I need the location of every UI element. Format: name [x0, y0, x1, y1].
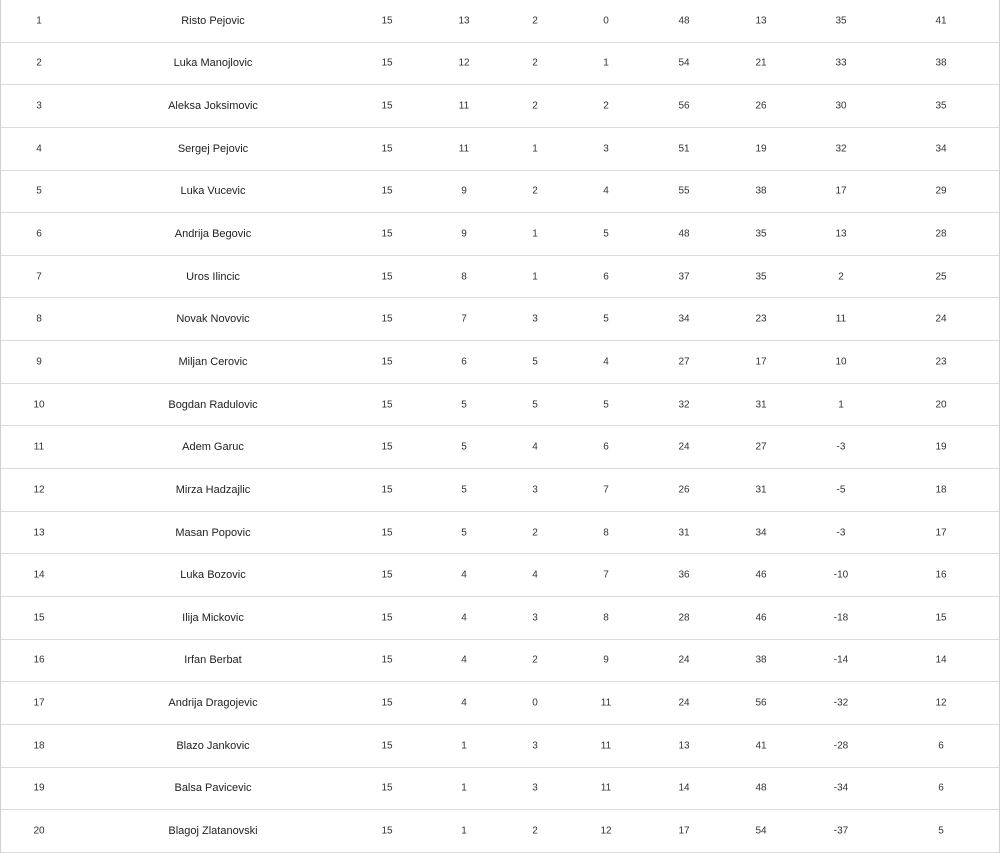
points-cell: 6: [938, 782, 944, 794]
position-cell: 11: [33, 441, 45, 453]
goal-difference-cell: 33: [835, 57, 847, 69]
goals-against-cell: 34: [755, 527, 767, 538]
table-row: [1, 682, 999, 725]
goals-against-cell: 56: [755, 697, 767, 709]
player-name-cell: Luka Manojlovic: [173, 57, 253, 70]
lost-cell: 6: [603, 441, 609, 453]
won-cell: 9: [461, 228, 467, 240]
played-cell: 15: [381, 313, 393, 325]
played-cell: 15: [381, 100, 393, 112]
goal-difference-cell: 32: [835, 143, 847, 155]
goals-for-cell: 24: [678, 697, 690, 709]
won-cell: 5: [461, 441, 467, 453]
goals-against-cell: 54: [755, 825, 767, 837]
goals-against-cell: 21: [755, 57, 767, 69]
goal-difference-cell: 35: [835, 15, 847, 27]
goal-difference-cell: -18: [833, 612, 849, 624]
player-name-cell: Novak Novovic: [176, 313, 250, 326]
lost-cell: 11: [600, 697, 612, 709]
table-row: [1, 725, 999, 768]
points-cell: 6: [938, 740, 944, 752]
goals-for-cell: 34: [678, 313, 690, 325]
position-cell: 12: [33, 484, 45, 496]
table-row: [1, 256, 999, 299]
lost-cell: 9: [603, 654, 609, 666]
played-cell: 15: [381, 782, 393, 794]
points-cell: 18: [935, 484, 947, 496]
goals-against-cell: 13: [755, 15, 767, 27]
goal-difference-cell: -34: [833, 782, 849, 794]
position-cell: 13: [33, 527, 45, 538]
position-cell: 15: [33, 612, 45, 624]
goals-for-cell: 56: [678, 100, 690, 112]
player-name-cell: Masan Popovic: [175, 526, 251, 539]
goal-difference-cell: -3: [836, 527, 846, 538]
drawn-cell: 3: [532, 782, 538, 794]
position-cell: 7: [36, 271, 42, 283]
drawn-cell: 2: [532, 100, 538, 112]
won-cell: 13: [458, 15, 470, 27]
player-name-cell: Aleksa Joksimovic: [168, 100, 258, 113]
points-cell: 15: [935, 612, 947, 624]
goals-against-cell: 46: [755, 612, 767, 624]
table-row: [1, 768, 999, 811]
table-row: [1, 469, 999, 512]
position-cell: 20: [33, 825, 45, 837]
drawn-cell: 4: [532, 441, 538, 453]
goals-against-cell: 26: [755, 100, 767, 112]
lost-cell: 4: [603, 185, 609, 197]
points-cell: 19: [935, 441, 947, 453]
table-row: [1, 640, 999, 683]
won-cell: 4: [461, 569, 467, 581]
goal-difference-cell: -32: [833, 697, 849, 709]
table-row: [1, 43, 999, 86]
table-row: [1, 0, 999, 43]
player-name-cell: Sergej Pejovic: [177, 142, 249, 155]
played-cell: 15: [381, 399, 393, 411]
position-cell: 8: [36, 313, 42, 325]
player-name-cell: Miljan Cerovic: [178, 355, 248, 368]
player-name-cell: Mirza Hadzajlic: [175, 483, 251, 496]
table-row: [1, 341, 999, 384]
goals-against-cell: 31: [755, 399, 767, 411]
points-cell: 20: [935, 399, 947, 411]
drawn-cell: 3: [532, 612, 538, 624]
drawn-cell: 1: [532, 143, 538, 155]
drawn-cell: 3: [532, 313, 538, 325]
goals-against-cell: 48: [755, 782, 767, 794]
drawn-cell: 2: [532, 185, 538, 197]
goals-against-cell: 27: [755, 441, 767, 453]
played-cell: 15: [381, 15, 393, 27]
goals-against-cell: 35: [755, 228, 767, 240]
points-cell: 25: [935, 271, 947, 283]
goals-against-cell: 31: [755, 484, 767, 496]
position-cell: 9: [36, 356, 42, 368]
player-name-cell: Risto Pejovic: [181, 14, 245, 27]
won-cell: 8: [461, 271, 467, 283]
goal-difference-cell: 13: [835, 228, 847, 240]
goal-difference-cell: 1: [838, 399, 844, 411]
goal-difference-cell: -3: [836, 441, 846, 453]
points-cell: 29: [935, 185, 947, 197]
lost-cell: 11: [600, 782, 612, 794]
goals-for-cell: 36: [678, 569, 690, 581]
won-cell: 4: [461, 654, 467, 666]
position-cell: 5: [36, 185, 42, 197]
lost-cell: 3: [603, 143, 609, 155]
played-cell: 15: [381, 441, 393, 453]
played-cell: 15: [381, 740, 393, 752]
goal-difference-cell: 17: [835, 185, 847, 197]
goals-for-cell: 27: [678, 356, 690, 368]
player-name-cell: Blazo Jankovic: [176, 739, 250, 752]
won-cell: 5: [461, 527, 467, 538]
lost-cell: 0: [603, 15, 609, 27]
goals-for-cell: 37: [678, 271, 690, 283]
played-cell: 15: [381, 612, 393, 624]
table-row: [1, 128, 999, 171]
player-name-cell: Andrija Dragojevic: [168, 697, 258, 710]
goals-against-cell: 41: [755, 740, 767, 752]
lost-cell: 5: [603, 228, 609, 240]
goals-for-cell: 48: [678, 15, 690, 27]
played-cell: 15: [381, 569, 393, 581]
lost-cell: 12: [600, 825, 612, 837]
table-row: [1, 213, 999, 256]
points-cell: 38: [935, 57, 947, 69]
goal-difference-cell: -10: [833, 569, 849, 581]
won-cell: 4: [461, 697, 467, 709]
position-cell: 6: [36, 228, 42, 240]
drawn-cell: 3: [532, 484, 538, 496]
table-row: [1, 85, 999, 128]
lost-cell: 11: [600, 740, 612, 752]
points-cell: 24: [935, 313, 947, 325]
goal-difference-cell: 11: [835, 313, 847, 325]
table-row: [1, 384, 999, 427]
lost-cell: 5: [603, 399, 609, 411]
won-cell: 1: [461, 782, 467, 794]
player-name-cell: Andrija Begovic: [174, 228, 252, 241]
player-name-cell: Luka Vucevic: [180, 185, 246, 198]
player-name-cell: Adem Garuc: [182, 441, 244, 454]
points-cell: 5: [938, 825, 944, 837]
goals-against-cell: 38: [755, 654, 767, 666]
position-cell: 16: [33, 654, 45, 666]
points-cell: 12: [935, 697, 947, 709]
goals-for-cell: 24: [678, 654, 690, 666]
drawn-cell: 5: [532, 399, 538, 411]
won-cell: 1: [461, 740, 467, 752]
player-name-cell: Ilija Mickovic: [182, 611, 244, 624]
lost-cell: 8: [603, 612, 609, 624]
drawn-cell: 2: [532, 57, 538, 69]
played-cell: 15: [381, 143, 393, 155]
goals-for-cell: 14: [678, 782, 690, 794]
played-cell: 15: [381, 697, 393, 709]
drawn-cell: 4: [532, 569, 538, 581]
played-cell: 15: [381, 57, 393, 69]
played-cell: 15: [381, 185, 393, 197]
won-cell: 11: [458, 143, 470, 155]
goals-for-cell: 17: [678, 825, 690, 837]
player-name-cell: Balsa Pavicevic: [174, 782, 252, 795]
lost-cell: 5: [603, 313, 609, 325]
lost-cell: 6: [603, 271, 609, 283]
goal-difference-cell: 2: [838, 271, 844, 283]
player-name-cell: Irfan Berbat: [184, 654, 242, 667]
table-row: [1, 298, 999, 341]
won-cell: 4: [461, 612, 467, 624]
position-cell: 19: [33, 782, 45, 794]
position-cell: 17: [33, 697, 45, 709]
goals-for-cell: 48: [678, 228, 690, 240]
drawn-cell: 1: [532, 228, 538, 240]
goals-for-cell: 31: [678, 527, 690, 538]
played-cell: 15: [381, 825, 393, 837]
goals-for-cell: 24: [678, 441, 690, 453]
position-cell: 10: [33, 399, 45, 411]
won-cell: 12: [458, 57, 470, 69]
goals-for-cell: 51: [678, 143, 690, 155]
goals-for-cell: 26: [678, 484, 690, 496]
drawn-cell: 0: [532, 697, 538, 709]
goal-difference-cell: 10: [835, 356, 847, 368]
lost-cell: 1: [603, 57, 609, 69]
drawn-cell: 3: [532, 740, 538, 752]
position-cell: 3: [36, 100, 42, 112]
points-cell: 14: [935, 654, 947, 666]
table-row: [1, 810, 999, 853]
drawn-cell: 2: [532, 654, 538, 666]
lost-cell: 7: [603, 484, 609, 496]
goals-against-cell: 35: [755, 271, 767, 283]
drawn-cell: 2: [532, 527, 538, 538]
table-row: [1, 512, 999, 555]
won-cell: 7: [461, 313, 467, 325]
won-cell: 5: [461, 484, 467, 496]
player-name-cell: Blagoj Zlatanovski: [168, 824, 258, 837]
drawn-cell: 1: [532, 271, 538, 283]
table-row: [1, 597, 999, 640]
goals-against-cell: 23: [755, 313, 767, 325]
points-cell: 35: [935, 100, 947, 112]
goals-for-cell: 54: [678, 57, 690, 69]
lost-cell: 4: [603, 356, 609, 368]
played-cell: 15: [381, 271, 393, 283]
goals-against-cell: 38: [755, 185, 767, 197]
won-cell: 9: [461, 185, 467, 197]
table-row: [1, 426, 999, 469]
goal-difference-cell: -37: [833, 825, 849, 837]
goals-for-cell: 55: [678, 185, 690, 197]
points-cell: 28: [935, 228, 947, 240]
played-cell: 15: [381, 484, 393, 496]
points-cell: 41: [935, 15, 947, 27]
position-cell: 2: [36, 57, 42, 69]
drawn-cell: 2: [532, 15, 538, 27]
position-cell: 14: [33, 569, 45, 581]
player-name-cell: Bogdan Radulovic: [168, 398, 258, 411]
won-cell: 6: [461, 356, 467, 368]
player-name-cell: Luka Bozovic: [180, 569, 246, 582]
lost-cell: 7: [603, 569, 609, 581]
played-cell: 15: [381, 228, 393, 240]
points-cell: 34: [935, 143, 947, 155]
drawn-cell: 5: [532, 356, 538, 368]
table-row: [1, 554, 999, 597]
won-cell: 11: [458, 100, 470, 112]
won-cell: 5: [461, 399, 467, 411]
position-cell: 4: [36, 143, 42, 155]
goals-for-cell: 32: [678, 399, 690, 411]
goal-difference-cell: -14: [833, 654, 849, 666]
position-cell: 18: [33, 740, 45, 752]
won-cell: 1: [461, 825, 467, 837]
goals-against-cell: 46: [755, 569, 767, 581]
points-cell: 16: [935, 569, 947, 581]
lost-cell: 8: [603, 527, 609, 538]
goals-for-cell: 13: [678, 740, 690, 752]
played-cell: 15: [381, 527, 393, 538]
points-cell: 17: [935, 527, 947, 538]
points-cell: 23: [935, 356, 947, 368]
played-cell: 15: [381, 356, 393, 368]
drawn-cell: 2: [532, 825, 538, 837]
goal-difference-cell: -28: [833, 740, 849, 752]
goal-difference-cell: -5: [836, 484, 846, 496]
played-cell: 15: [381, 654, 393, 666]
position-cell: 1: [36, 15, 42, 27]
lost-cell: 2: [603, 100, 609, 112]
goals-for-cell: 28: [678, 612, 690, 624]
player-name-cell: Uros Ilincic: [186, 270, 240, 283]
goal-difference-cell: 30: [835, 100, 847, 112]
table-row: [1, 171, 999, 214]
goals-against-cell: 19: [755, 143, 767, 155]
goals-against-cell: 17: [755, 356, 767, 368]
